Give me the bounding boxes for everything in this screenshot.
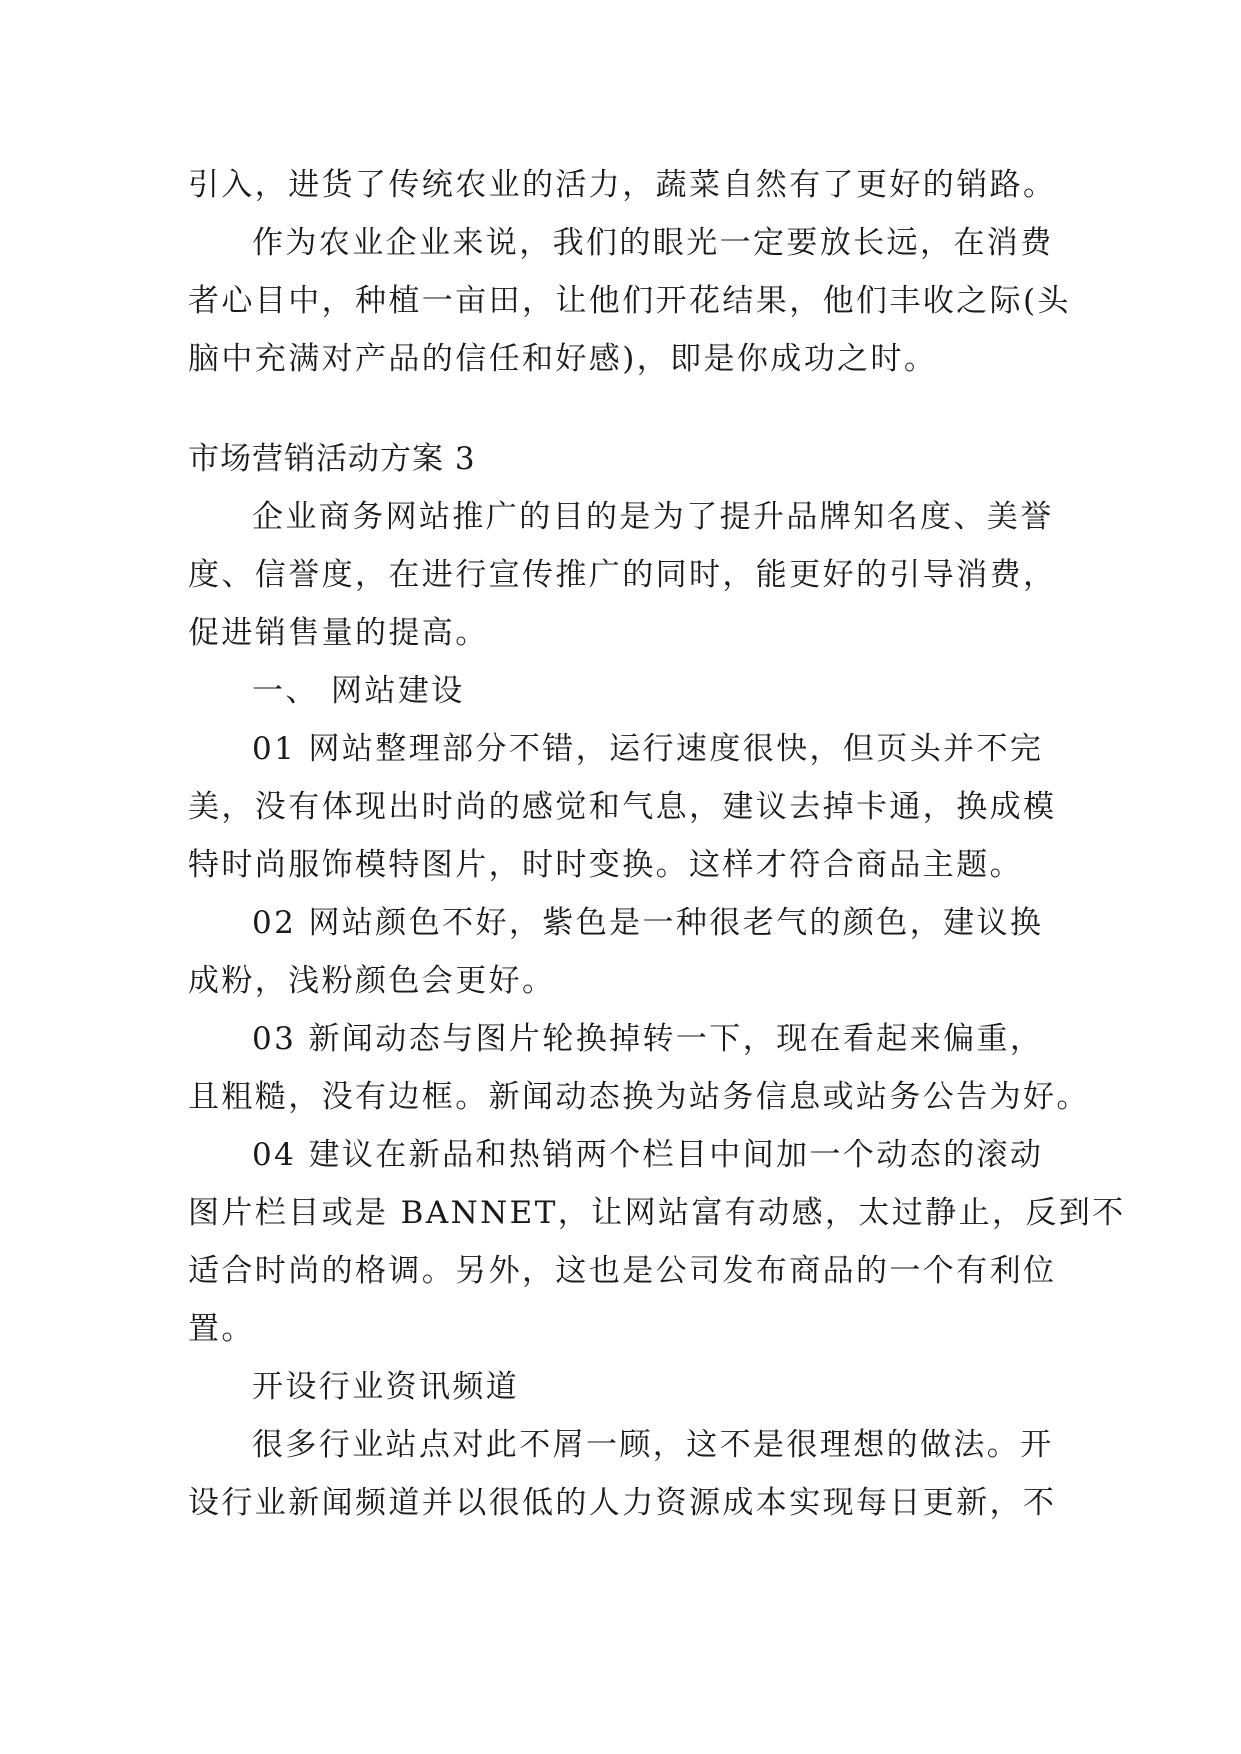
text-line: 企业商务网站推广的目的是为了提升品牌知名度、美誉 xyxy=(252,499,1054,535)
text-line: 03 新闻动态与图片轮换掉转一下，现在看起来偏重， xyxy=(252,1021,1044,1057)
text-line: 置。 xyxy=(188,1311,255,1347)
item-03-paragraph xyxy=(188,1010,1090,1126)
text-line: 适合时尚的格调。另外，这也是公司发布商品的一个有利位 xyxy=(188,1253,1057,1289)
text-line: 促进销售量的提高。 xyxy=(188,615,489,651)
text-line: 引入，进货了传统农业的活力，蔬菜自然有了更好的销路。 xyxy=(188,167,1057,203)
text-line: 美，没有体现出时尚的感觉和气息，建议去掉卡通，换成模 xyxy=(188,789,1057,825)
text-line: 成粉，浅粉颜色会更好。 xyxy=(188,963,556,999)
item-01-paragraph xyxy=(188,720,1060,894)
item-04-paragraph xyxy=(188,1126,1126,1358)
text-line: 图片栏目或是 BANNET，让网站富有动感，太过静止，反到不 xyxy=(188,1195,1126,1231)
continuation-paragraph xyxy=(188,156,1060,214)
text-line: 04 建议在新品和热销两个栏目中间加一个动态的滚动 xyxy=(252,1137,1044,1173)
document-body xyxy=(188,156,1126,1532)
text-line: 作为农业企业来说，我们的眼光一定要放长远，在消费 xyxy=(252,225,1054,261)
intro-paragraph xyxy=(188,488,1060,662)
text-line: 度、信誉度，在进行宣传推广的同时，能更好的引导消费， xyxy=(188,557,1057,593)
news-channel-subheading: 开设行业资讯频道 xyxy=(252,1369,520,1405)
text-line: 脑中充满对产品的信任和好感)，即是你成功之时。 xyxy=(188,341,938,377)
text-line: 设行业新闻频道并以很低的人力资源成本实现每日更新，不 xyxy=(188,1485,1057,1521)
website-subheading: 一、 网站建设 xyxy=(252,673,465,709)
text-line: 特时尚服饰模特图片，时时变换。这样才符合商品主题。 xyxy=(188,847,1023,883)
text-line: 02 网站颜色不好，紫色是一种很老气的颜色，建议换 xyxy=(252,905,1044,941)
section-title: 市场营销活动方案 3 xyxy=(188,441,476,477)
agriculture-paragraph xyxy=(188,214,1071,388)
text-line: 很多行业站点对此不屑一顾，这不是很理想的做法。开 xyxy=(252,1427,1054,1463)
news-channel-paragraph xyxy=(188,1416,1060,1532)
text-line: 01 网站整理部分不错，运行速度很快，但页头并不完 xyxy=(252,731,1044,767)
text-line: 且粗糙，没有边框。新闻动态换为站务信息或站务公告为好。 xyxy=(188,1079,1090,1115)
text-line: 者心目中，种植一亩田，让他们开花结果，他们丰收之际(头 xyxy=(188,283,1071,319)
item-02-paragraph xyxy=(188,894,1060,1010)
